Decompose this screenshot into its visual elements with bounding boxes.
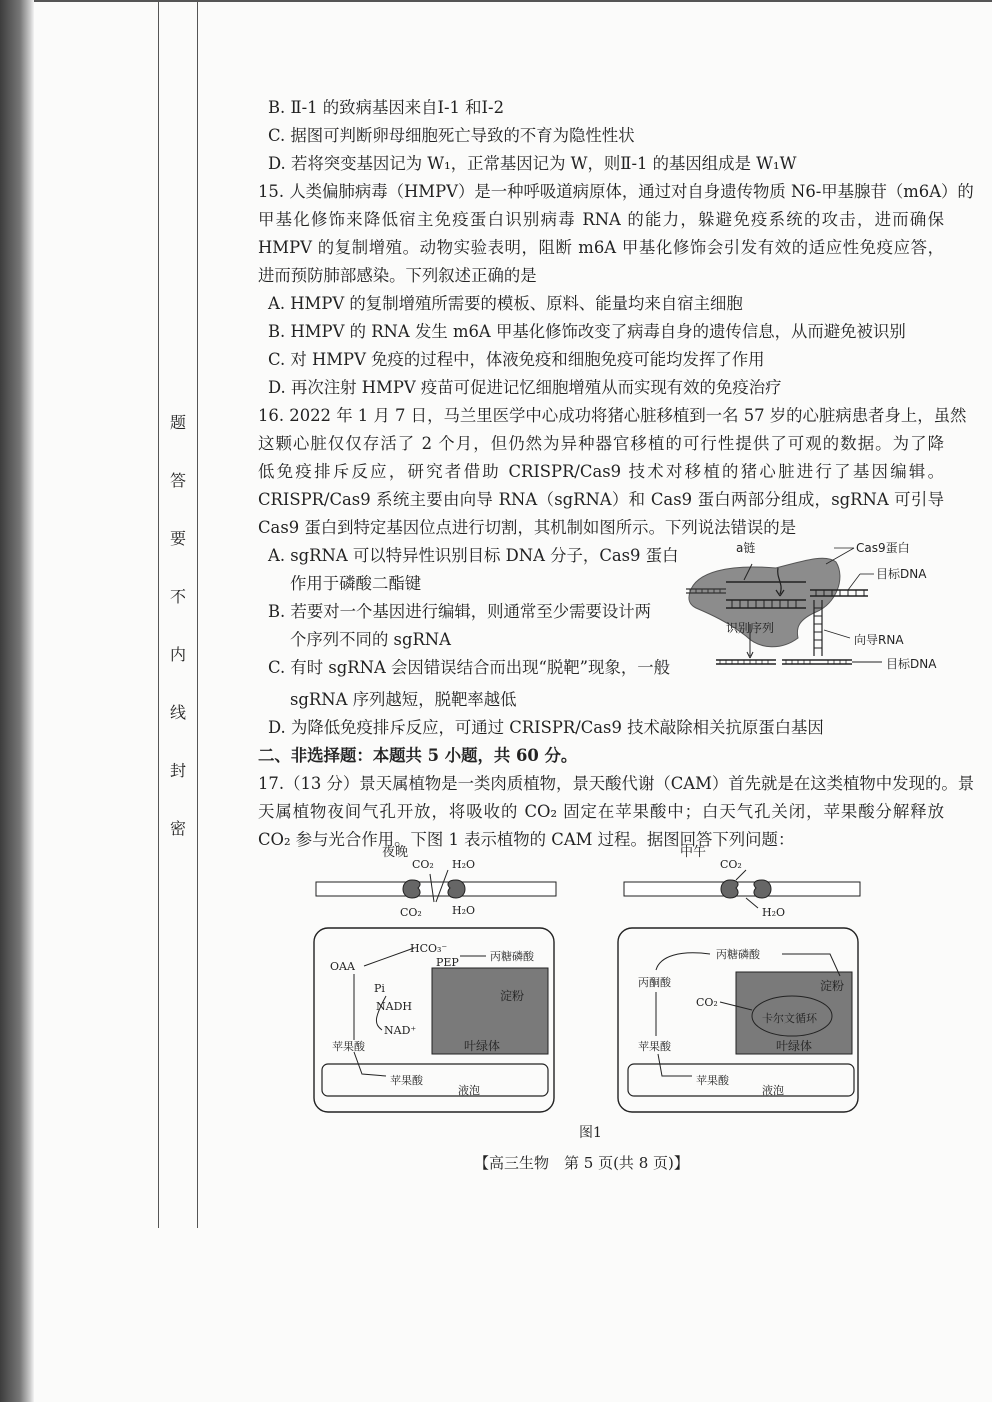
label-noon: 中午 bbox=[680, 845, 707, 860]
label-triose-phosphate-noon: 丙糖磷酸 bbox=[716, 948, 760, 961]
label-pyruvate: 丙酮酸 bbox=[638, 976, 671, 989]
label-malic-vacuole-noon: 苹果酸 bbox=[696, 1074, 729, 1087]
q14-option-d: D. 若将突变基因记为 W₁，正常基因记为 W，则Ⅱ-1 的基因组成是 W₁W bbox=[268, 154, 797, 173]
label-chloroplast-night: 叶绿体 bbox=[464, 1039, 501, 1053]
label-chloroplast-noon: 叶绿体 bbox=[776, 1039, 813, 1053]
label-night: 夜晚 bbox=[382, 845, 409, 860]
label-h2o-noon: H₂O bbox=[762, 906, 786, 919]
q17-stem-line-2: 天属植物夜间气孔开放，将吸收的 CO₂ 固定在苹果酸中；白天气孔关闭，苹果酸分解释放 bbox=[258, 802, 944, 821]
q17-stem-line-1: 17.（13 分）景天属植物是一类肉质植物，景天酸代谢（CAM）首先就是在这类植物中发现的。景 bbox=[258, 774, 975, 793]
label-h2o-leaf-night: H₂O bbox=[452, 904, 476, 917]
label-malic-vacuole-night: 苹果酸 bbox=[390, 1074, 423, 1087]
label-nadh: NADH bbox=[376, 1000, 412, 1013]
label-co2-leaf-night: CO₂ bbox=[400, 906, 422, 919]
seal-char: 题 bbox=[169, 413, 186, 432]
q16-option-b-cont: 个序列不同的 sgRNA bbox=[290, 630, 451, 649]
label-recognition-seq: 识别序列 bbox=[726, 621, 775, 635]
seal-char: 线 bbox=[169, 703, 186, 722]
q16-stem-line-4: CRISPR/Cas9 系统主要由向导 RNA（sgRNA）和 Cas9 蛋白两部分组成，sgRNA 可引导 bbox=[258, 490, 944, 509]
label-co2-noon: CO₂ bbox=[720, 858, 742, 871]
section-2-heading: 二、非选择题：本题共 5 小题，共 60 分。 bbox=[258, 746, 578, 765]
q15-stem-line-3: HMPV 的复制增殖。动物实验表明，阻断 m6A 甲基化修饰会引发有效的适应性免疫应答， bbox=[258, 238, 944, 257]
label-nad: NAD⁺ bbox=[384, 1024, 417, 1037]
q16-stem-line-3: 低免疫排斥反应，研究者借助 CRISPR/Cas9 技术对移植的猪心脏进行了基因编辑。 bbox=[258, 462, 944, 481]
seal-char: 内 bbox=[169, 645, 186, 664]
label-pi: Pi bbox=[374, 982, 385, 995]
q16-option-a: A. sgRNA 可以特异性识别目标 DNA 分子，Cas9 蛋白 bbox=[268, 546, 679, 565]
q16-option-d: D. 为降低免疫排斥反应，可通过 CRISPR/Cas9 技术敲除相关抗原蛋白基因 bbox=[268, 718, 824, 737]
label-triose-phosphate-night: 丙糖磷酸 bbox=[490, 950, 534, 963]
seal-char: 封 bbox=[169, 761, 186, 780]
seal-char: 不 bbox=[169, 587, 186, 606]
figure-1-caption: 图1 bbox=[579, 1125, 602, 1141]
label-pep: PEP bbox=[436, 956, 459, 969]
q15-stem-line-2: 甲基化修饰来降低宿主免疫蛋白识别病毒 RNA 的能力，躲避免疫系统的攻击，进而确保 bbox=[258, 210, 944, 229]
label-oaa: OAA bbox=[330, 960, 355, 973]
q15-option-a: A. HMPV 的复制增殖所需要的模板、原料、能量均来自宿主细胞 bbox=[268, 294, 743, 313]
label-malic-acid-noon: 苹果酸 bbox=[638, 1040, 671, 1053]
q16-option-c-cont: sgRNA 序列越短，脱靶率越低 bbox=[290, 690, 517, 709]
q16-stem-line-2: 这颗心脏仅仅存活了 2 个月，但仍然为异种器官移植的可行性提供了可观的数据。为了降 bbox=[258, 434, 944, 453]
q14-option-c: C. 据图可判断卵母细胞死亡导致的不育为隐性性状 bbox=[268, 126, 635, 145]
label-vacuole-noon: 液泡 bbox=[762, 1084, 784, 1097]
page-top-edge bbox=[0, 0, 992, 2]
label-a-chain: a链 bbox=[736, 541, 756, 555]
page-footer: 【高三生物 第 5 页(共 8 页)】 bbox=[474, 1154, 689, 1172]
q16-option-b: B. 若要对一个基因进行编辑，则通常至少需要设计两 bbox=[268, 602, 652, 621]
q15-stem-line-4: 进而预防肺部感染。下列叙述正确的是 bbox=[258, 266, 537, 285]
label-target-dna: 目标DNA bbox=[876, 567, 927, 581]
q17-stem-line-3: CO₂ 参与光合作用。下图 1 表示植物的 CAM 过程。据图回答下列问题： bbox=[258, 830, 795, 849]
label-starch-noon: 淀粉 bbox=[820, 979, 845, 993]
label-vacuole-night: 液泡 bbox=[458, 1084, 480, 1097]
q15-option-c: C. 对 HMPV 免疫的过程中，体液免疫和细胞免疫可能均发挥了作用 bbox=[268, 350, 765, 369]
label-cas9-protein: Cas9蛋白 bbox=[856, 541, 910, 555]
label-guide-rna: 向导RNA bbox=[854, 633, 904, 647]
label-starch-night: 淀粉 bbox=[500, 989, 525, 1003]
label-calvin-cycle: 卡尔文循环 bbox=[762, 1012, 817, 1025]
q15-stem-line-1: 15. 人类偏肺病毒（HMPV）是一种呼吸道病原体，通过对自身遗传物质 N6-甲基腺苷（m6A）的 bbox=[258, 182, 974, 201]
crispr-diagram bbox=[686, 538, 948, 678]
label-malic-acid-night: 苹果酸 bbox=[332, 1040, 365, 1053]
label-co2-in-night: CO₂ bbox=[412, 858, 434, 871]
q16-stem-line-5: Cas9 蛋白到特定基因位点进行切割，其机制如图所示。下列说法错误的是 bbox=[258, 518, 797, 537]
q16-stem-line-1: 16. 2022 年 1 月 7 日，马兰里医学中心成功将猪心脏移植到一名 57 岁的心脏病患者身上，虽然 bbox=[258, 406, 967, 425]
seal-char: 要 bbox=[169, 529, 186, 548]
q15-option-d: D. 再次注射 HMPV 疫苗可促进记忆细胞增殖从而实现有效的免疫治疗 bbox=[268, 378, 782, 397]
label-target-dna-2: 目标DNA bbox=[886, 657, 937, 671]
label-co2-release-noon: CO₂ bbox=[696, 996, 718, 1009]
q14-option-b: B. Ⅱ-1 的致病基因来自Ⅰ-1 和Ⅰ-2 bbox=[268, 98, 504, 117]
scan-left-shadow bbox=[0, 0, 34, 1402]
label-hco3: HCO₃⁻ bbox=[410, 942, 448, 955]
seal-char: 答 bbox=[169, 471, 186, 490]
label-h2o-out-night: H₂O bbox=[452, 858, 476, 871]
binding-line-outer bbox=[158, 0, 159, 1228]
q15-option-b: B. HMPV 的 RNA 发生 m6A 甲基化修饰改变了病毒自身的遗传信息，从而避免被识别 bbox=[268, 322, 906, 341]
q16-option-a-cont: 作用于磷酸二酯键 bbox=[290, 574, 422, 593]
q16-option-c: C. 有时 sgRNA 会因错误结合而出现“脱靶”现象，一般 bbox=[268, 658, 671, 677]
binding-line-inner bbox=[197, 0, 198, 1228]
seal-char: 密 bbox=[169, 819, 186, 838]
cam-process-diagram bbox=[300, 840, 880, 1120]
